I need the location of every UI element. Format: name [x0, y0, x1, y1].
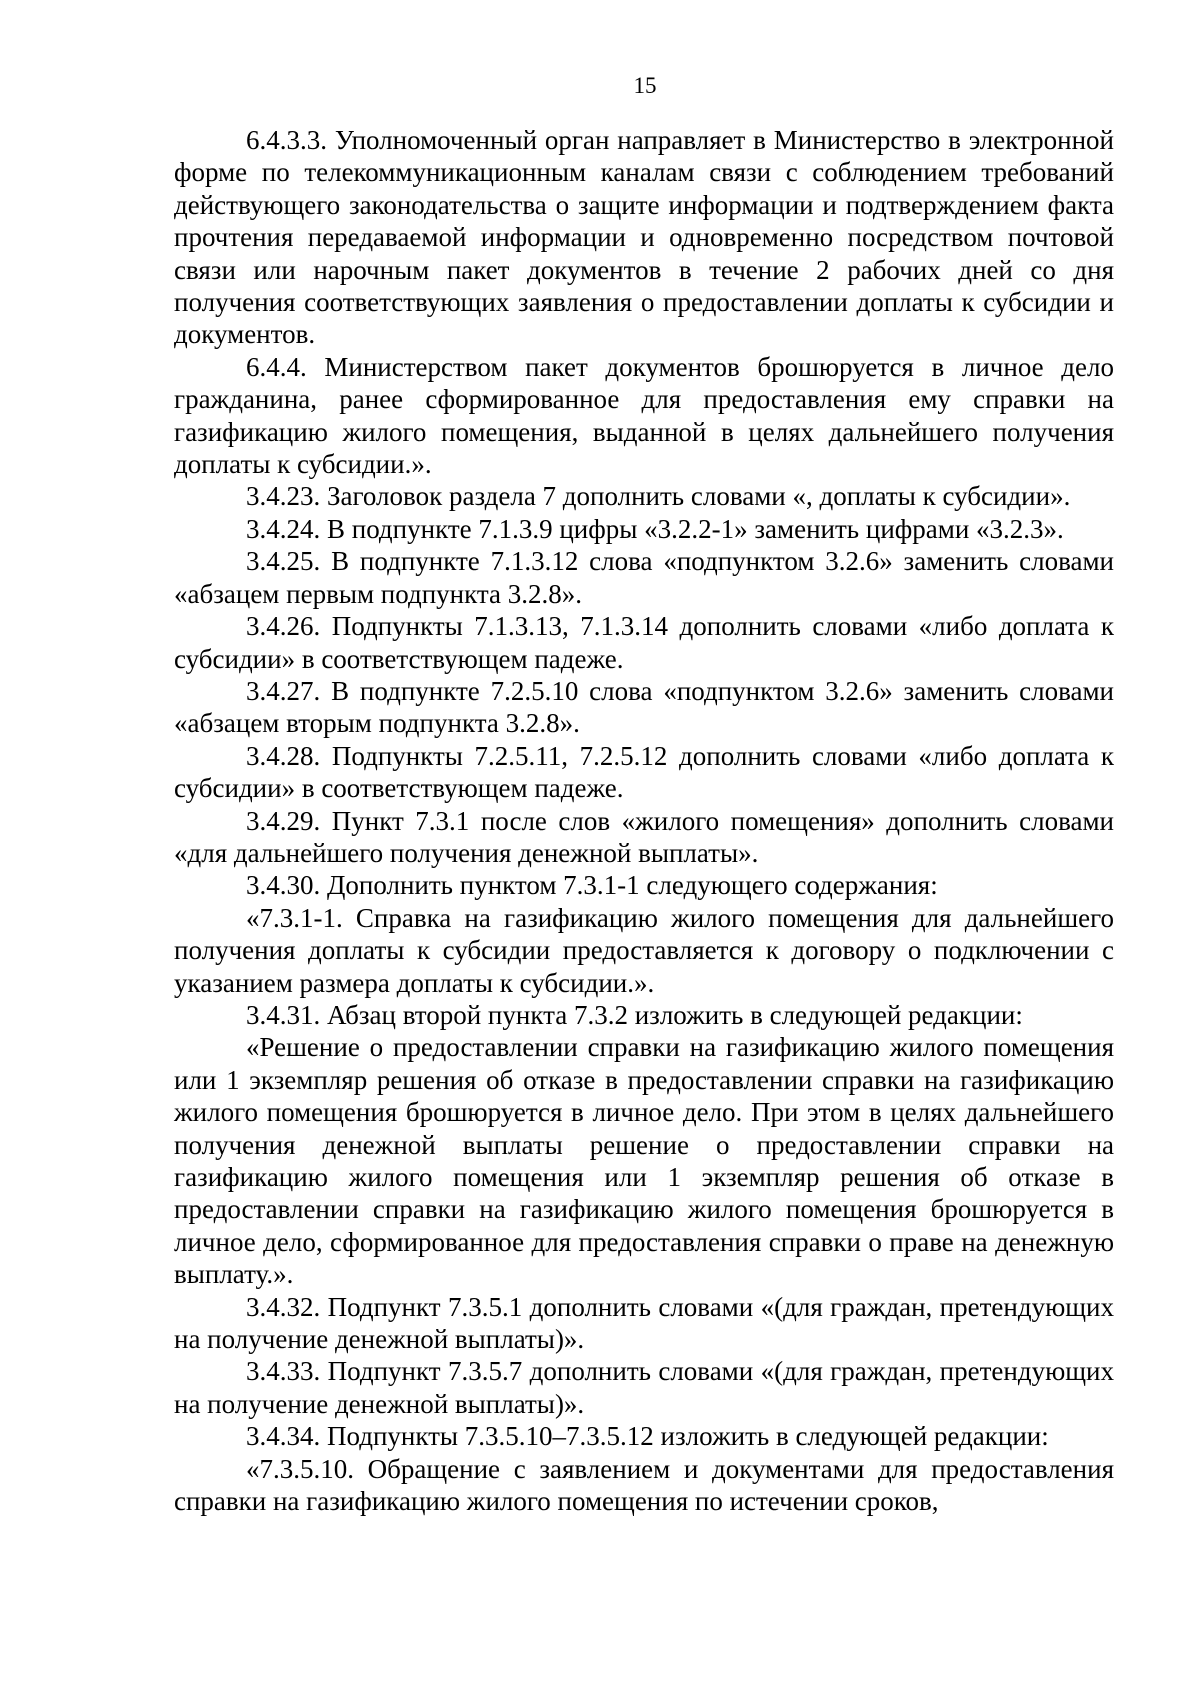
- paragraph-3-4-25: 3.4.25. В подпункте 7.1.3.12 слова «подпунктом 3.2.6» заменить словами «абзацем первым подпункта 3.2.8».: [174, 546, 1114, 609]
- paragraph-3-4-32: 3.4.32. Подпункт 7.3.5.1 дополнить словами «(для граждан, претендующих на получение денежной выплаты)».: [174, 1291, 1114, 1355]
- paragraph-3-4-31: 3.4.31. Абзац второй пункта 7.3.2 изложить в следующей редакции:: [246, 999, 1023, 1030]
- paragraph-3-4-26: 3.4.26. Подпункты 7.1.3.13, 7.1.3.14 дополнить словами «либо доплата к субсидии» в соответствующем падеже.: [174, 611, 1114, 674]
- quoted-paragraph-decision: «Решение о предоставлении справки на газификацию жилого помещения или 1 экземпляр решения об отказе в предоставлении справки на газификацию жилого помещения брошюруется в личное дело. При этом в целях дальнейшего получения денежной выплаты решение о предоставлении справки на газификацию жилого помещения или 1 экземпляр решения об отказе в предоставлении справки на газификацию жилого помещения брошюруется в личное дело, сформированное для предоставления справки о праве на денежную выплату.».: [174, 1032, 1114, 1290]
- paragraph-3-4-27: 3.4.27. В подпункте 7.2.5.10 слова «подпунктом 3.2.6» заменить словами «абзацем вторым подпункта 3.2.8».: [174, 675, 1114, 739]
- paragraph-3-4-34: 3.4.34. Подпункты 7.3.5.10–7.3.5.12 изложить в следующей редакции:: [246, 1421, 1049, 1452]
- paragraph-6-4-4: 6.4.4. Министерством пакет документов брошюруется в личное дело гражданина, ранее сформированное для предоставления ему справки на газификацию жилого помещения, выданной в целях дальнейшего получения доплаты к субсидии.».: [174, 351, 1114, 480]
- document-body: [174, 124, 1114, 1517]
- paragraph-3-4-29: 3.4.29. Пункт 7.3.1 после слов «жилого помещения» дополнить словами «для дальнейшего получения денежной выплаты».: [174, 805, 1114, 868]
- quoted-paragraph-7-3-5-10: «7.3.5.10. Обращение с заявлением и документами для предоставления справки на газификацию жилого помещения по истечении сроков,: [174, 1453, 1114, 1517]
- paragraph-3-4-24: 3.4.24. В подпункте 7.1.3.9 цифры «3.2.2-1» заменить цифрами «3.2.3».: [246, 513, 1064, 544]
- paragraph-6-4-3-3: 6.4.3.3. Уполномоченный орган направляет в Министерство в электронной форме по телекоммуникационным каналам связи с соблюдением требований действующего законодательства о защите информации и подтверждением факта прочтения передаваемой информации и одновременно посредством почтовой связи или нарочным пакет документов в течение 2 рабочих дней со дня получения соответствующих заявления о предоставлении доплаты к субсидии и документов.: [174, 125, 1114, 350]
- quoted-paragraph-7-3-1-1: «7.3.1-1. Справка на газификацию жилого помещения для дальнейшего получения доплаты к субсидии предоставляется к договору о подключении с указанием размера доплаты к субсидии.».: [174, 902, 1114, 998]
- page-number: 15: [633, 73, 657, 98]
- paragraph-3-4-23: 3.4.23. Заголовок раздела 7 дополнить словами «, доплаты к субсидии».: [246, 481, 1071, 512]
- paragraph-3-4-28: 3.4.28. Подпункты 7.2.5.11, 7.2.5.12 дополнить словами «либо доплата к субсидии» в соответствующем падеже.: [174, 740, 1114, 804]
- paragraph-3-4-33: 3.4.33. Подпункт 7.3.5.7 дополнить словами «(для граждан, претендующих на получение денежной выплаты)».: [174, 1356, 1114, 1419]
- paragraph-3-4-30: 3.4.30. Дополнить пунктом 7.3.1-1 следующего содержания:: [246, 870, 938, 901]
